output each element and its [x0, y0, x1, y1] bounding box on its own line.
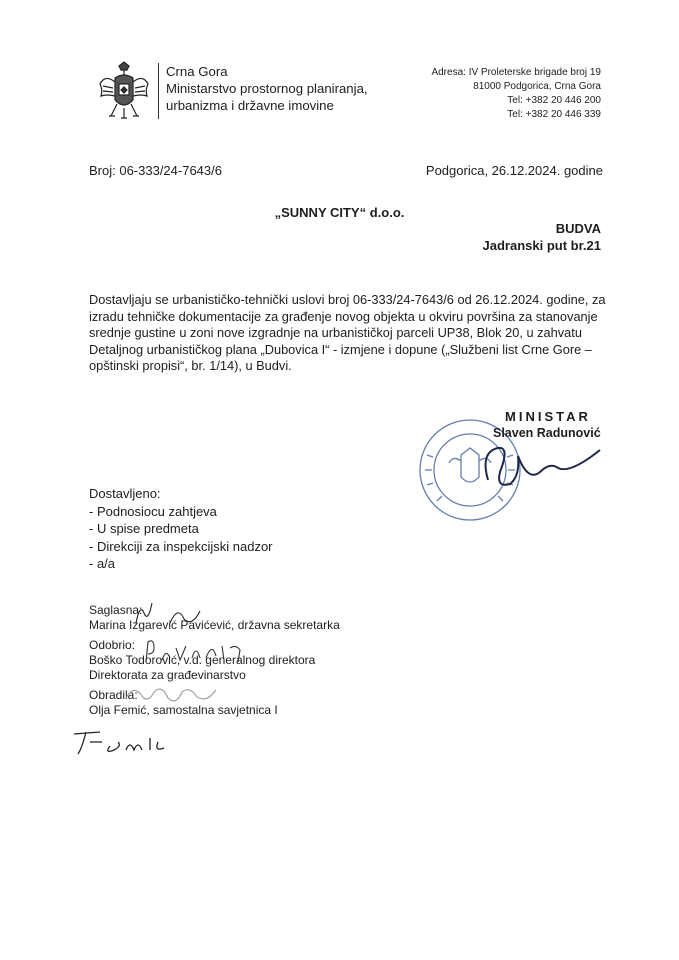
delivery-item: - Direkciji za inspekcijski nadzor — [89, 538, 273, 554]
body-line: izradu tehničke dokumentacije za građenje novog objekta u okviru površina za stanovanje — [89, 308, 598, 324]
approval-label: Obradila: — [89, 688, 138, 702]
body-line: srednje gustine u zoni nove izgradnje na urbanističkoj parceli UP38, Blok 20, u zahvatu — [89, 325, 582, 340]
recipient-name: „SUNNY CITY“ d.o.o. — [274, 205, 405, 220]
address-line: Tel: +382 20 446 200 — [507, 95, 601, 106]
address-line: 81000 Podgorica, Crna Gora — [473, 81, 601, 92]
body-line: opštinski propisi“, br. 1/14), u Budvi. — [89, 358, 292, 373]
coat-of-arms-icon — [97, 60, 151, 122]
handwritten-signature-icon — [140, 636, 250, 666]
recipient-address — [483, 220, 602, 254]
signatory-name: Slaven Radunović — [493, 426, 601, 440]
delivery-item: - a/a — [89, 556, 116, 571]
handwritten-signature-icon — [70, 724, 170, 760]
institution-name — [166, 63, 368, 114]
address-line: Tel: +382 20 446 339 — [507, 109, 601, 120]
approval-line: Olja Femić, samostalna savjetnica I — [89, 703, 278, 717]
recipient-street: Jadranski put br.21 — [482, 238, 601, 253]
body-line: Detaljnog urbanističkog plana „Dubovica I“ - izmjene i dopune („Službeni list Crne Gore – — [89, 341, 592, 357]
address-line: Adresa: IV Proleterske brigade broj 19 — [431, 67, 601, 78]
place-date: Podgorica, 26.12.2024. godine — [425, 163, 603, 178]
body-line: Dostavljaju se urbanističko-tehnički uslovi broj 06-333/24-7643/6 od 26.12.2024. godine, za — [89, 292, 606, 307]
institution-line: urbanizma i državne imovine — [166, 98, 334, 113]
body-paragraph — [89, 292, 606, 375]
header-divider — [158, 63, 159, 119]
approval-line: Boško Todorović, v.d. generalnog direktora — [89, 653, 316, 667]
approval-line: Direktorata za građevinarstvo — [89, 668, 246, 682]
approval-line: Marina Izgarević Pavićević, državna sekretarka — [89, 618, 340, 632]
delivery-item: - Podnosiocu zahtjeva — [89, 503, 217, 519]
approval-label: Saglasna: — [89, 603, 143, 617]
delivery-item: - U spise predmeta — [89, 521, 199, 536]
reference-number: Broj: 06-333/24-7643/6 — [89, 163, 222, 178]
handwritten-signature-icon — [120, 680, 230, 710]
recipient-city: BUDVA — [555, 221, 601, 236]
approval-label: Odobrio: — [89, 638, 136, 652]
address-block — [431, 66, 601, 122]
handwritten-signature-icon — [130, 593, 240, 633]
institution-line: Ministarstvo prostornog planiranja, — [166, 81, 368, 96]
minister-signature-icon — [470, 432, 620, 502]
institution-line: Crna Gora — [166, 64, 228, 79]
delivery-heading: Dostavljeno: — [89, 486, 161, 501]
signatory-title: MINISTAR — [505, 409, 591, 424]
delivery-list — [89, 485, 273, 573]
